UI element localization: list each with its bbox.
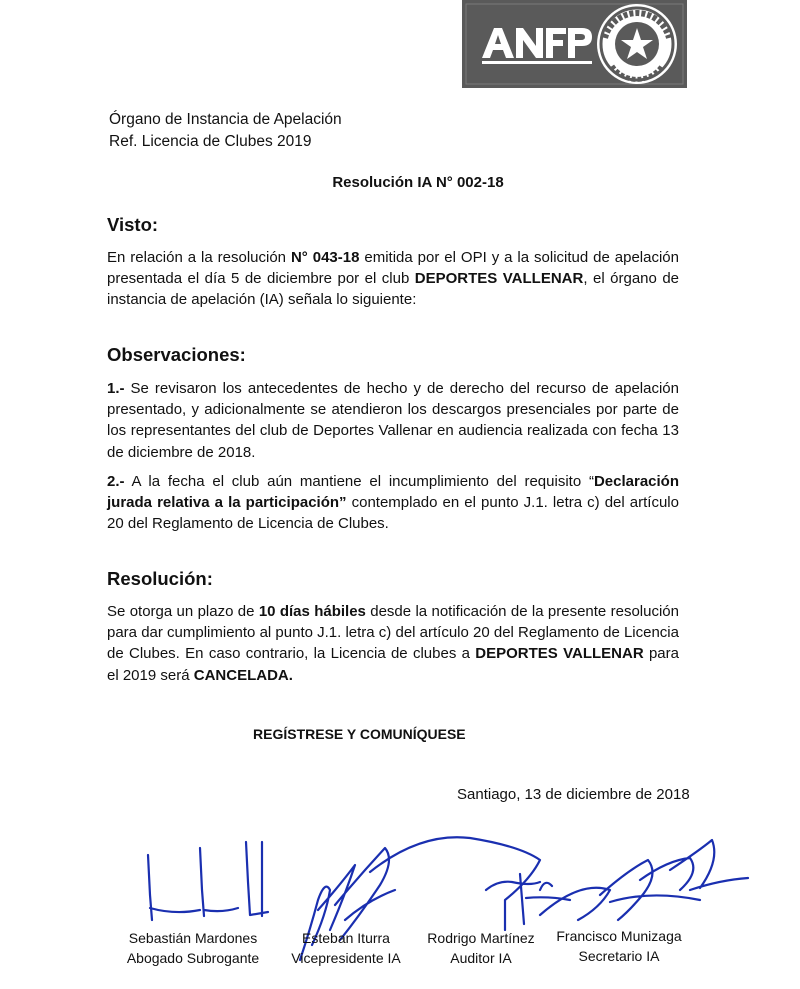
- address-line-1: Órgano de Instancia de Apelación: [109, 111, 342, 128]
- observaciones-heading: Observaciones:: [107, 344, 246, 365]
- observacion-1-text: Se revisaron los antecedentes de hecho y de derecho del recurso de apelación presentado, y adicionalmente se atendieron los descargos presenciales por parte de los representantes del club de Deportes Vallenar en audiencia realizada con fecha 13 de diciembre de 2018.: [107, 380, 679, 461]
- resolution-title: Resolución IA N° 002-18: [332, 174, 504, 191]
- address-block: [109, 109, 342, 153]
- resolucion-club-name: DEPORTES VALLENAR: [475, 645, 644, 663]
- place-date: Santiago, 13 de diciembre de 2018: [457, 786, 690, 803]
- resolucion-paragraph: [107, 601, 679, 686]
- anfp-logo-graphic: [462, 0, 687, 88]
- observacion-2-text-1: A la fecha el club aún mantiene el incumplimiento del requisito “: [124, 473, 594, 490]
- observacion-1-number: 1.-: [107, 380, 125, 397]
- signatory-3-role: Auditor IA: [450, 950, 512, 966]
- resolucion-outcome: CANCELADA.: [193, 666, 293, 684]
- signatory-4: [548, 926, 690, 966]
- signatory-1-role: Abogado Subrogante: [126, 950, 260, 966]
- observacion-2-number: 2.-: [107, 473, 125, 490]
- signatory-2-name: Esteban Iturra: [302, 930, 390, 946]
- signatory-2-role: Vicepresidente IA: [291, 950, 401, 966]
- observacion-2-text-2: contemplado en el punto J.1. letra c) del artículo 20 del Reglamento de Licencia de Clubes.: [107, 494, 679, 533]
- address-line-2: Ref. Licencia de Clubes 2019: [109, 133, 312, 150]
- fed-seal: [597, 4, 677, 84]
- signatory-3: [418, 928, 544, 968]
- visto-text-3: , el órgano de instancia de apelación (IA) señala lo siguiente:: [107, 270, 680, 309]
- observacion-2-requirement: Declaración jurada relativa a la participación”: [107, 473, 679, 512]
- visto-club-name: DEPORTES VALLENAR: [414, 270, 584, 288]
- resolucion-text-3: para el 2019 será: [107, 645, 679, 684]
- observacion-2: [107, 471, 679, 535]
- signatory-4-name: Francisco Munizaga: [556, 928, 682, 944]
- resolucion-text-1: Se otorga un plazo de: [107, 603, 259, 620]
- visto-text-1: En relación a la resolución: [107, 249, 291, 266]
- observacion-1: [107, 378, 679, 463]
- signatory-4-role: Secretario IA: [578, 948, 660, 964]
- signatory-1: [118, 928, 268, 968]
- visto-text-2: emitida por el OPI y a la solicitud de apelación presentada el día 5 de diciembre por el club: [107, 249, 679, 288]
- visto-resolution-number: N° 043-18: [290, 249, 360, 266]
- anfp-logo: [462, 0, 687, 88]
- resolucion-deadline: 10 días hábiles: [258, 603, 366, 620]
- resolucion-heading: Resolución:: [107, 568, 213, 589]
- visto-paragraph: [107, 247, 679, 311]
- signatory-2: [282, 928, 410, 968]
- signatory-3-name: Rodrigo Martínez: [427, 930, 535, 946]
- register-label: REGÍSTRESE Y COMUNÍQUESE: [253, 726, 466, 742]
- signatory-1-name: Sebastián Mardones: [128, 930, 258, 946]
- signature-mardones: [148, 842, 268, 920]
- signature-munizaga: [540, 840, 748, 920]
- visto-heading: Visto:: [107, 214, 159, 235]
- resolucion-text-2: desde la notificación de la presente resolución para dar cumplimiento al punto J.1. letra c) del artículo 20 del Reglamento de Licencia de Clubes. En caso contrario, la Licencia de clubes a: [107, 603, 679, 663]
